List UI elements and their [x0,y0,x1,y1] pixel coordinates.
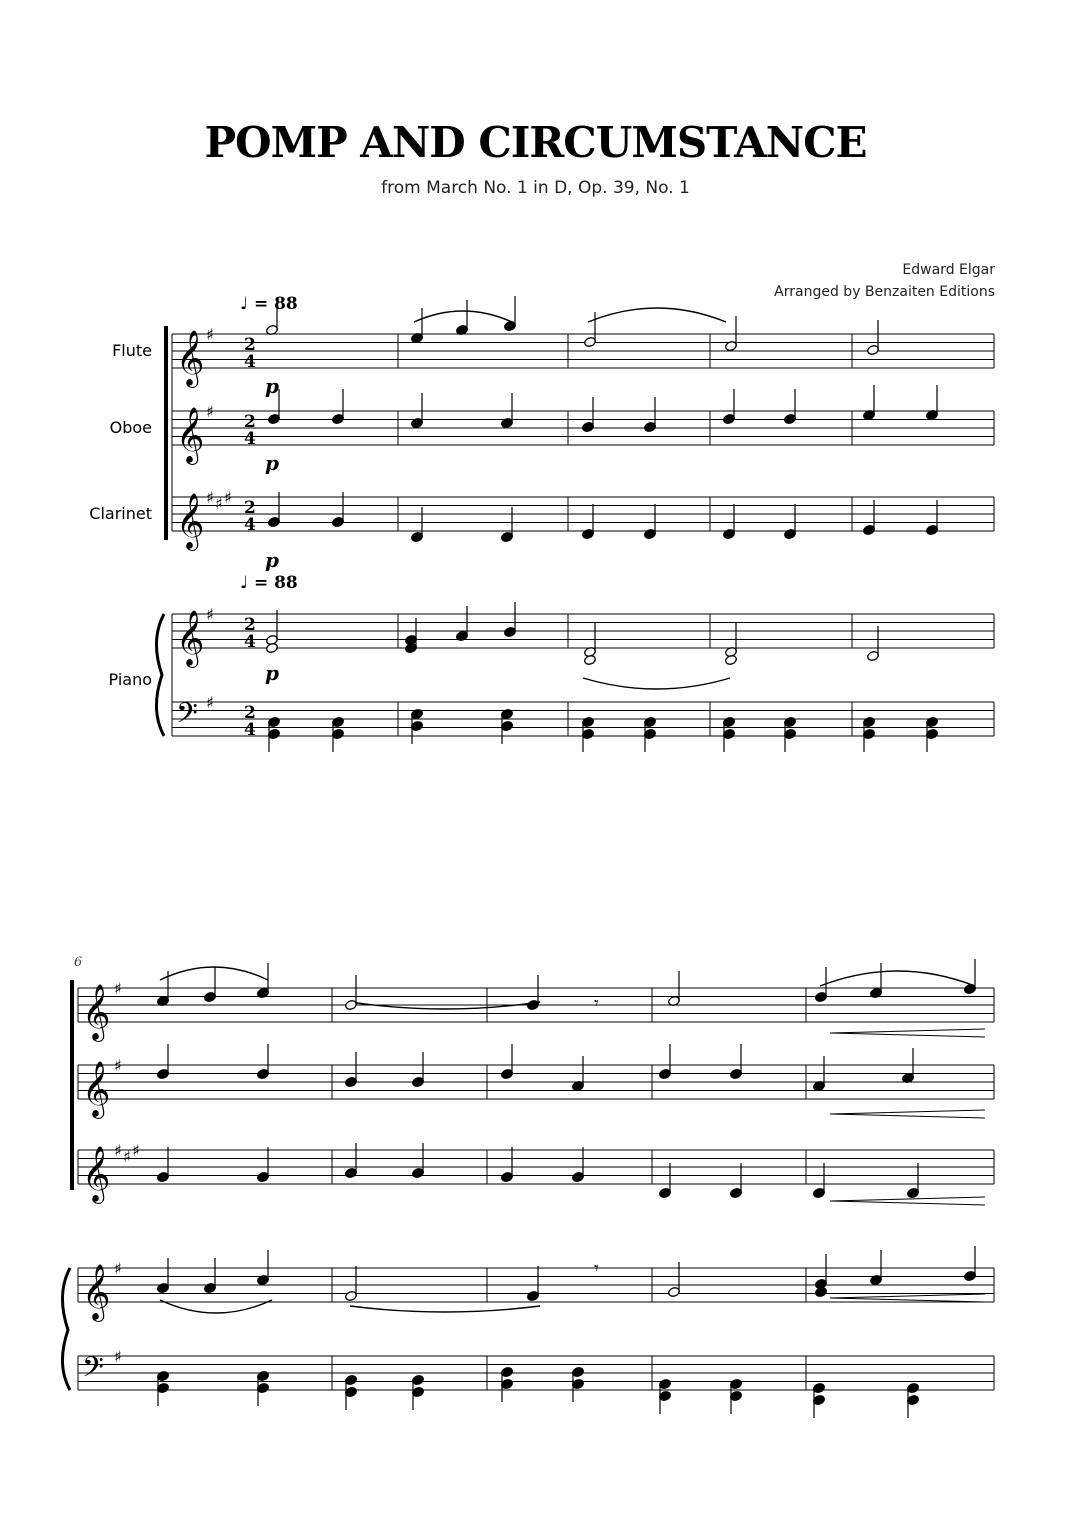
composer-credit: Edward Elgar [902,262,995,278]
key-signature-sharp: ♯ [114,1259,122,1278]
eighth-rest: 𝄾 [594,993,599,1014]
crescendo-hairpin [830,1294,985,1302]
treble-clef: 𝄞 [176,407,205,463]
time-signature-bottom: 4 [244,352,256,372]
notehead [815,1286,828,1297]
time-signature-top: 2 [244,703,256,723]
bass-clef: 𝄢 [82,1351,104,1391]
dynamic-marking: p [265,661,279,685]
slur [588,308,726,322]
time-signature-bottom: 4 [244,720,256,740]
treble-clef: 𝄞 [82,1146,111,1202]
slur [820,971,975,986]
crescendo-hairpin [830,1110,985,1118]
key-signature-sharp: ♯ [123,1147,131,1166]
slur [350,1306,540,1312]
time-signature-bottom: 4 [244,632,256,652]
key-signature-sharp: ♯ [206,325,214,344]
key-signature-sharp: ♯ [224,488,232,507]
key-signature-sharp: ♯ [206,488,214,507]
instrument-label-clarinet: Clarinet [89,504,152,523]
notehead [584,654,597,665]
bass-clef: 𝄢 [176,697,198,737]
time-signature-top: 2 [244,335,256,355]
time-signature-top: 2 [244,498,256,518]
piano-brace [62,1268,70,1390]
notehead [725,654,738,665]
key-signature-sharp: ♯ [206,693,214,712]
key-signature-sharp: ♯ [215,494,223,513]
dynamic-marking: p [265,451,279,475]
dynamic-marking: p [265,548,279,572]
measure-number: 6 [74,955,83,970]
score-subtitle: from March No. 1 in D, Op. 39, No. 1 [381,178,690,198]
eighth-rest: 𝄾 [594,1258,599,1279]
slur [414,311,512,322]
treble-clef: 𝄞 [82,984,111,1040]
piano-brace [156,614,164,736]
key-signature-sharp: ♯ [114,1347,122,1366]
score-title: POMP AND CIRCUMSTANCE [204,118,867,167]
dynamic-marking: p [265,374,279,398]
instrument-label-oboe: Oboe [109,418,152,437]
key-signature-sharp: ♯ [114,1141,122,1160]
treble-clef: 𝄞 [176,330,205,386]
key-signature-sharp: ♯ [206,402,214,421]
key-signature-sharp: ♯ [206,605,214,624]
time-signature-top: 2 [244,412,256,432]
tempo-marking-piano: ♩ = 88 [240,573,298,593]
time-signature-bottom: 4 [244,429,256,449]
crescendo-hairpin [830,1197,985,1205]
time-signature-top: 2 [244,615,256,635]
tempo-marking: ♩ = 88 [240,294,298,314]
treble-clef: 𝄞 [82,1264,111,1320]
notehead [266,642,279,653]
time-signature-bottom: 4 [244,515,256,535]
crescendo-hairpin [830,1029,985,1037]
key-signature-sharp: ♯ [114,1056,122,1075]
slur [160,967,268,980]
key-signature-sharp: ♯ [114,979,122,998]
treble-clef: 𝄞 [176,610,205,666]
slur [583,678,730,689]
instrument-label-flute: Flute [112,341,152,360]
instrument-label-piano: Piano [108,670,152,689]
key-signature-sharp: ♯ [132,1141,140,1160]
treble-clef: 𝄞 [176,493,205,549]
arranger-credit: Arranged by Benzaiten Editions [774,284,995,300]
treble-clef: 𝄞 [82,1061,111,1117]
